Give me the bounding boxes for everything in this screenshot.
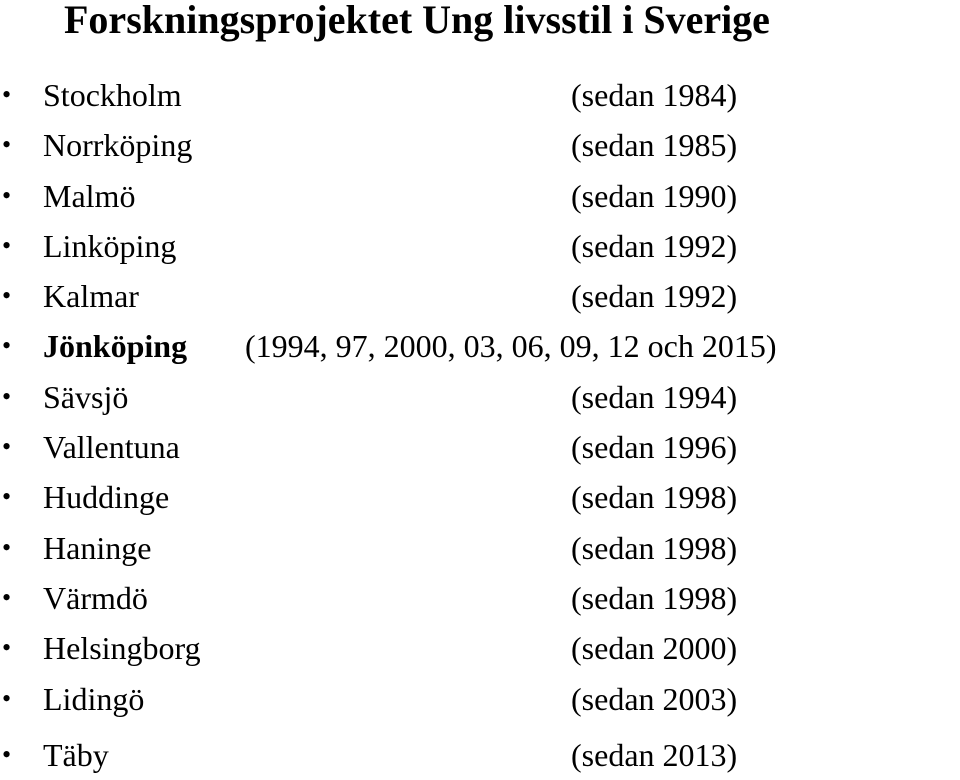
city-years: (sedan 1992) [571, 227, 738, 264]
city-name: Värmdö [43, 579, 148, 616]
city-years: (sedan 1984) [571, 77, 738, 113]
list-item [0, 623, 960, 673]
list-item [0, 472, 960, 522]
bullet-icon: • [2, 683, 12, 713]
city-name: Huddinge [43, 479, 170, 516]
city-years: (sedan 1998) [571, 579, 738, 616]
list-item [0, 523, 960, 573]
city-years: (sedan 1994) [571, 378, 738, 415]
bullet-icon: • [2, 633, 12, 663]
bullet-icon: • [2, 281, 12, 311]
list-item [0, 573, 960, 623]
city-years: (sedan 1998) [571, 529, 738, 566]
page-title: Forskningsprojektet Ung livsstil i Sverige [64, 0, 770, 42]
list-item [0, 70, 960, 120]
city-years: (sedan 1998) [571, 479, 738, 516]
list-item-highlighted [0, 321, 960, 371]
bullet-icon: • [2, 80, 12, 109]
bullet-icon: • [2, 230, 12, 260]
bullet-icon: • [2, 331, 12, 361]
bullet-icon: • [2, 582, 12, 612]
bullet-icon: • [2, 381, 12, 411]
city-name: Helsingborg [43, 630, 201, 667]
city-years: (sedan 1996) [571, 429, 738, 466]
city-years: (sedan 2003) [571, 680, 738, 717]
city-name: Lidingö [43, 680, 145, 717]
city-name: Kalmar [43, 278, 139, 315]
list-item [0, 120, 960, 170]
bullet-icon: • [2, 532, 12, 562]
city-name: Vallentuna [43, 429, 180, 466]
city-list [0, 70, 960, 780]
bullet-icon: • [2, 432, 12, 462]
list-item [0, 171, 960, 221]
city-years: (1994, 97, 2000, 03, 06, 09, 12 och 2015) [245, 328, 777, 365]
city-name: Sävsjö [43, 378, 129, 415]
list-item [0, 422, 960, 472]
city-name: Täby [43, 736, 109, 773]
city-name: Linköping [43, 227, 177, 264]
city-name: Malmö [43, 177, 136, 214]
city-name: Jönköping [43, 328, 188, 365]
city-years: (sedan 1992) [571, 278, 738, 315]
list-item [0, 674, 960, 724]
list-item [0, 221, 960, 271]
city-years: (sedan 1990) [571, 177, 738, 214]
bullet-icon: • [2, 739, 12, 769]
bullet-icon: • [2, 180, 12, 210]
bullet-icon: • [2, 482, 12, 512]
city-years: (sedan 2013) [571, 736, 738, 773]
list-item [0, 372, 960, 422]
city-years: (sedan 1985) [571, 127, 738, 164]
bullet-icon: • [2, 130, 12, 160]
city-years: (sedan 2000) [571, 630, 738, 667]
city-name: Norrköping [43, 127, 193, 164]
list-item [0, 271, 960, 321]
city-name: Stockholm [43, 77, 182, 113]
city-name: Haninge [43, 529, 152, 566]
list-item [0, 730, 960, 780]
